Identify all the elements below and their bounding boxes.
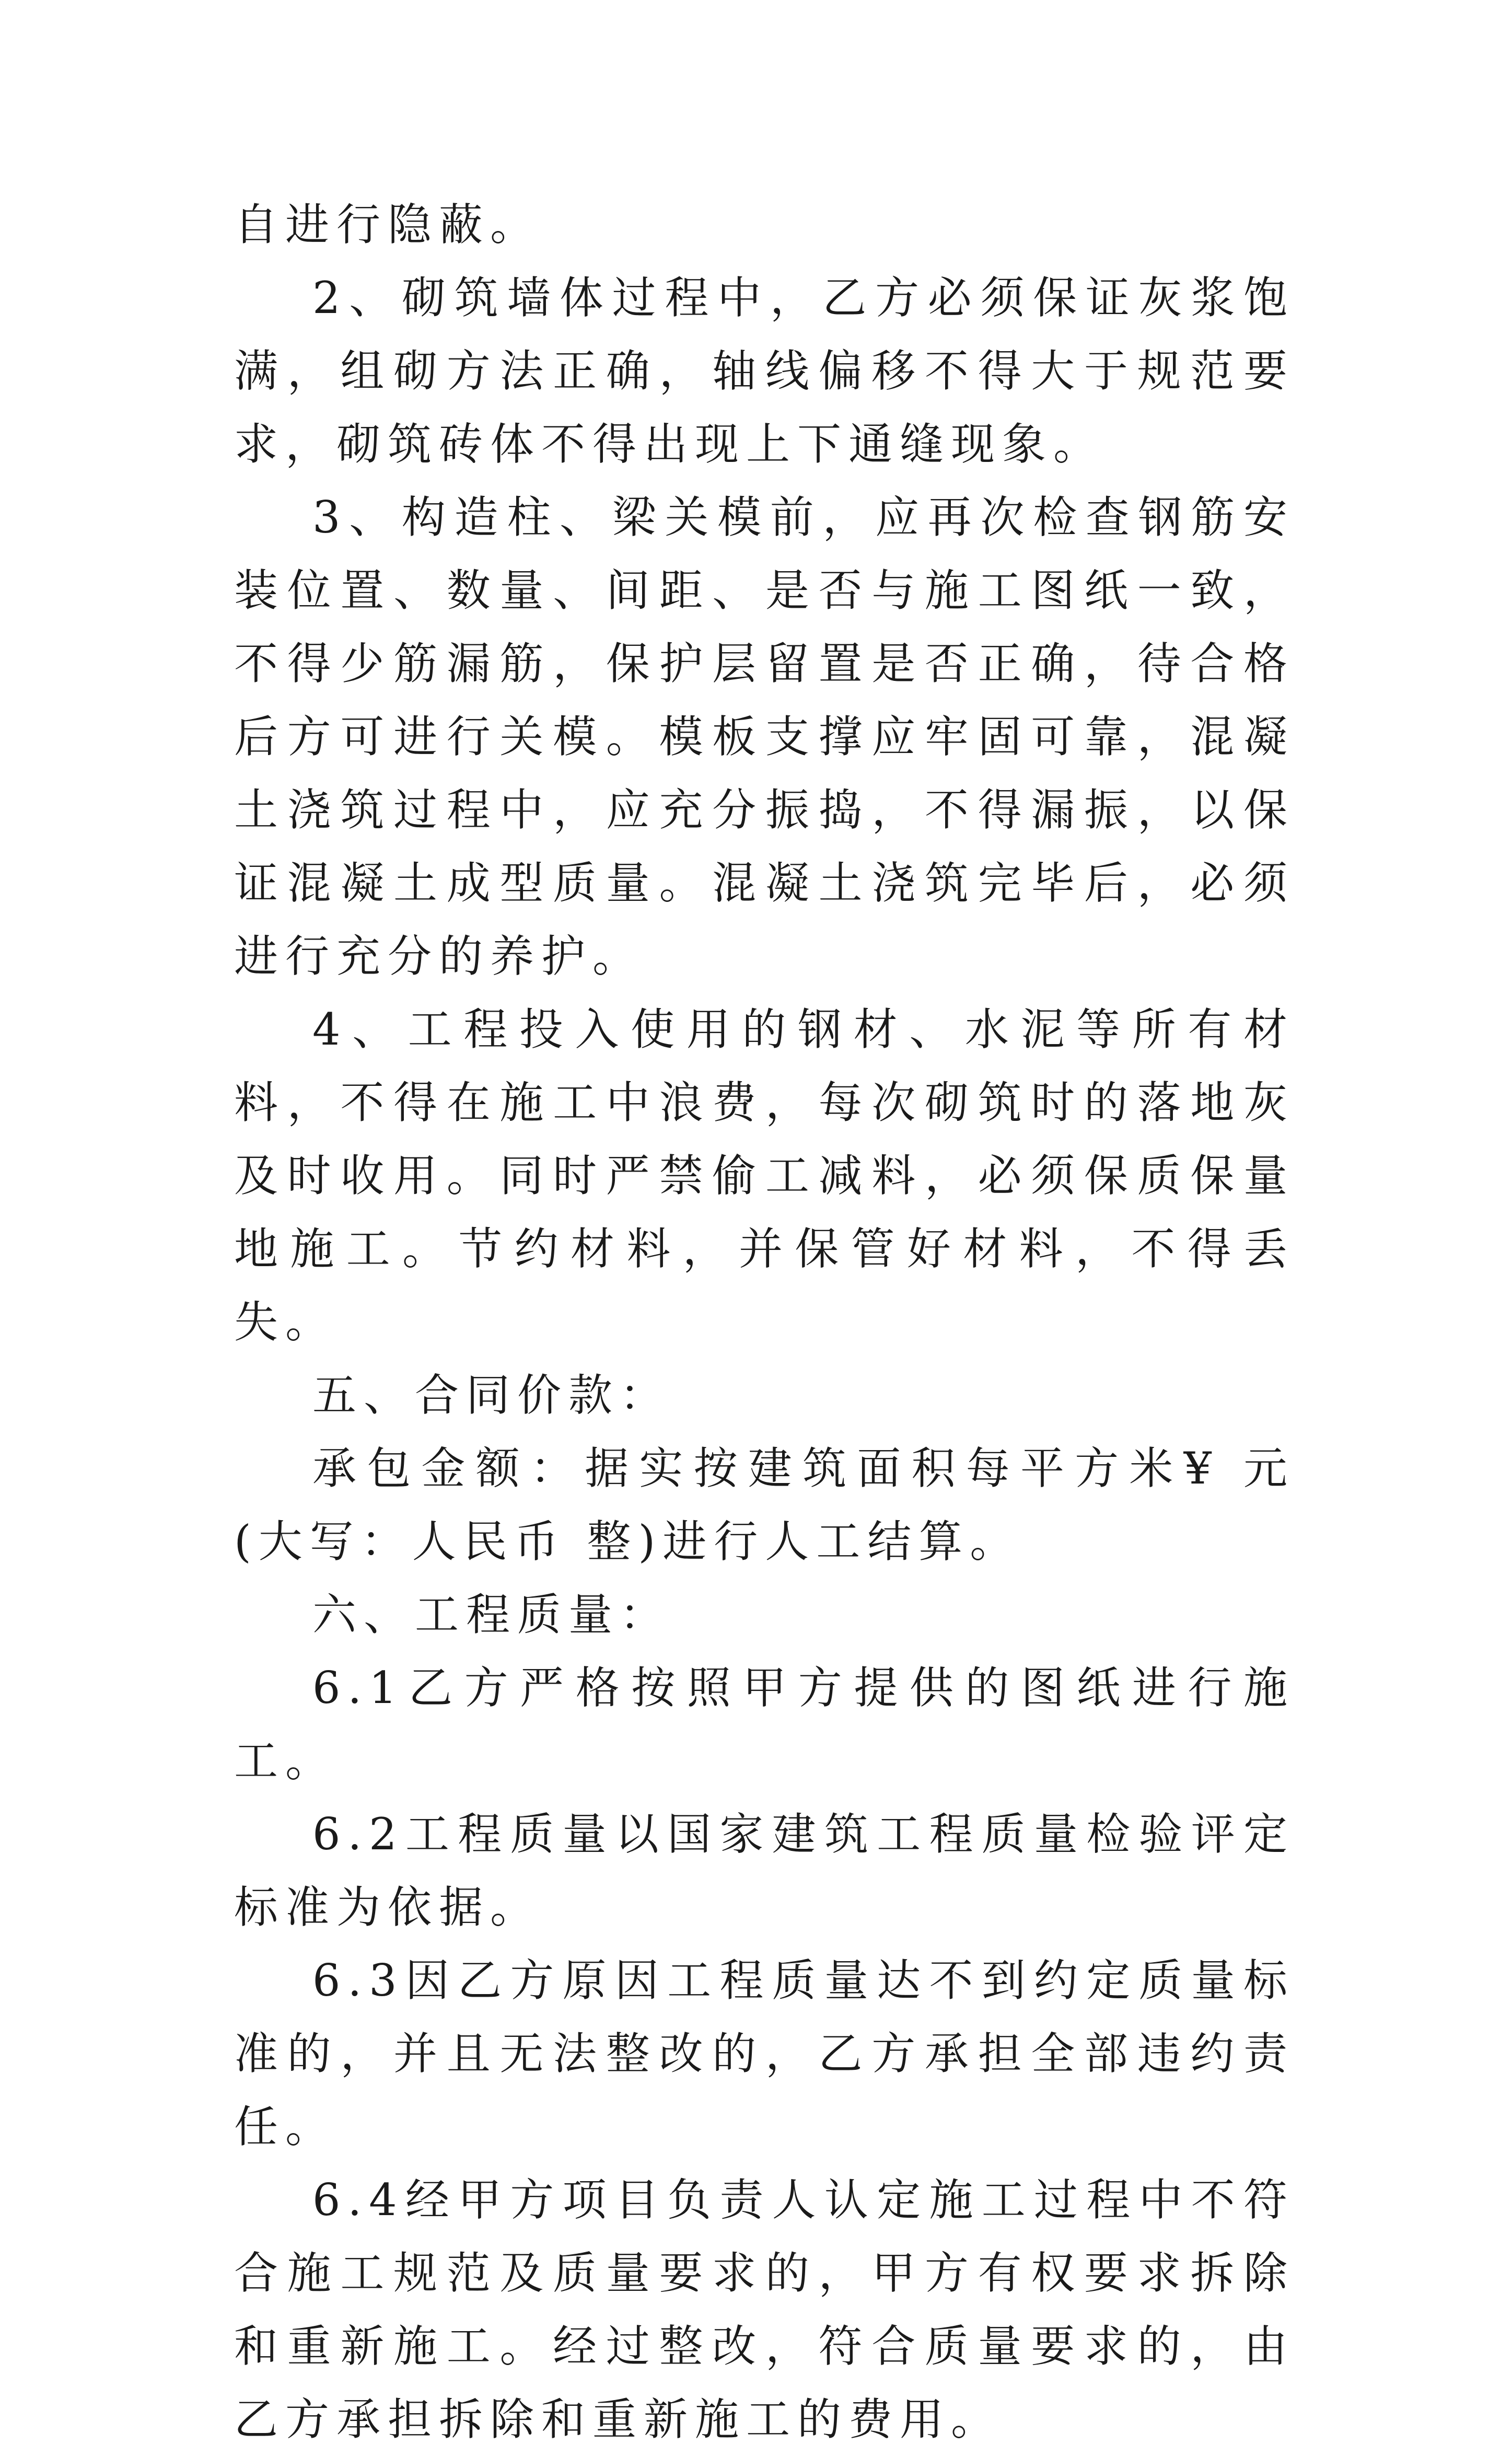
clause-6-3: 6.3因乙方原因工程质量达不到约定质量标准的，并且无法整改的，乙方承担全部违约责任。 [234, 1955, 1295, 2152]
paragraph-materials: 4、工程投入使用的钢材、水泥等所有材料，不得在施工中浪费，每次砌筑时的落地灰及时收用。同时严禁偷工减料，必须保质保量地施工。节约材料，并保管好材料，不得丢失。 [234, 1004, 1295, 1348]
paragraph-formwork: 3、构造柱、梁关模前，应再次检查钢筋安装位置、数量、间距、是否与施工图纸一致，不得少筋漏筋，保护层留置是否正确，待合格后方可进行关模。模板支撑应牢固可靠，混凝土浇筑过程中，应充分振捣，不得漏振，以保证混凝土成型质量。混凝土浇筑完毕后，必须进行充分的养护。 [234, 492, 1295, 982]
paragraph-continuation: 自进行隐蔽。 [234, 199, 542, 250]
document-body [234, 188, 1295, 2456]
section-heading-contract-price: 五、合同价款： [312, 1370, 671, 1421]
clause-6-1: 6.1乙方严格按照甲方提供的图纸进行施工。 [234, 1662, 1295, 1787]
paragraph-masonry: 2、砌筑墙体过程中，乙方必须保证灰浆饱满，组砌方法正确，轴线偏移不得大于规范要求，砌筑砖体不得出现上下通缝现象。 [234, 272, 1295, 470]
clause-6-2: 6.2工程质量以国家建筑工程质量检验评定标准为依据。 [234, 1809, 1295, 1933]
section-heading-quality: 六、工程质量： [312, 1589, 671, 1640]
clause-6-4: 6.4经甲方项目负责人认定施工过程中不符合施工规范及质量要求的，甲方有权要求拆除和重新施工。经过整改，符合质量要求的，由乙方承担拆除和重新施工的费用。 [234, 2174, 1295, 2445]
paragraph-contract-amount: 承包金额：据实按建筑面积每平方米¥ 元(大写：人民币 整)进行人工结算。 [234, 1443, 1295, 1567]
